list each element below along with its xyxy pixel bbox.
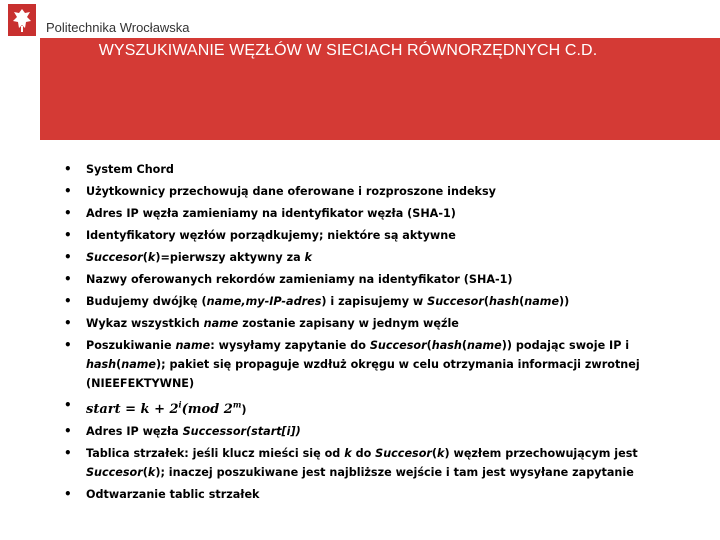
formula-part: (mod 2: [181, 402, 233, 418]
bullet-text: Tablica strzałek: jeśli klucz mieści się od: [86, 447, 345, 461]
formula-part: start = k + 2: [86, 402, 179, 418]
eagle-crest-icon: [8, 4, 36, 36]
bullet-text: (: [519, 295, 525, 308]
bullet-text: ) i zapisujemy w: [321, 295, 428, 308]
term-hash: hash: [431, 339, 462, 352]
term-name: name: [121, 358, 157, 371]
bullet-text: (: [142, 466, 148, 480]
bullet-item: [56, 336, 696, 393]
term-hash: hash: [489, 295, 520, 308]
bullet-item: [56, 485, 696, 504]
bullet-item: [56, 248, 696, 267]
bullet-text: )): [559, 295, 570, 308]
bullet-text: Identyfikatory węzłów porządkujemy; niektóre są aktywne: [86, 229, 456, 242]
bullet-text: Odtwarzanie tablic strzałek: [86, 488, 260, 502]
bullet-text: Nazwy oferowanych rekordów zamieniamy na identyfikator (SHA-1): [86, 273, 513, 286]
bullet-text: (: [461, 339, 467, 352]
bullet-text: )) podając swoje IP i: [501, 339, 630, 352]
bullet-text: (: [483, 295, 490, 308]
term-k: k: [147, 251, 156, 264]
bullet-item: [56, 160, 696, 179]
bullet-text: Poszukiwanie: [86, 339, 176, 352]
bullet-text: (: [116, 358, 122, 371]
bullet-text: do: [351, 447, 376, 461]
slide-content: [56, 160, 696, 507]
term-succesor: Succesor: [86, 466, 143, 480]
bullet-item: [56, 226, 696, 245]
bullet-text: ); inaczej poszukiwane jest najbliższe wejście i tam jest wysyłane zapytanie: [155, 466, 634, 480]
term-successor-start: Successor(start[i]): [182, 425, 301, 439]
term-k: k: [304, 251, 312, 264]
bullet-text: Adres IP węzła: [86, 425, 183, 439]
bullet-item: [56, 182, 696, 201]
slide-title: WYSZUKIWANIE WĘZŁÓW W SIECIACH RÓWNORZĘDNYCH C.D.: [98, 42, 598, 59]
bullet-text: Budujemy dwójkę (: [86, 295, 207, 308]
term-succesor: Succesor: [86, 251, 143, 264]
bullet-text: System Chord: [86, 163, 174, 176]
bullet-text: Użytkownicy przechowują dane oferowane i rozproszone indeksy: [86, 185, 496, 198]
term-name: name: [524, 295, 560, 308]
bullet-text: Wykaz wszystkich: [86, 317, 204, 330]
formula-exponent: m: [232, 400, 242, 410]
term-hash: hash: [86, 358, 117, 371]
left-margin-strip: [0, 38, 40, 540]
term-succesor: Succesor: [375, 447, 432, 461]
term-succesor: Succesor: [427, 295, 484, 308]
brand-name: Politechnika Wrocławska: [46, 20, 190, 35]
bullet-text: : wysyłamy zapytanie do: [210, 339, 370, 352]
bullet-item: [56, 314, 696, 333]
bullet-item: [56, 422, 696, 441]
term-k: k: [344, 447, 352, 461]
term-name: name: [175, 339, 211, 352]
term-succesor: Succesor: [369, 339, 427, 352]
bullet-item: [56, 396, 696, 419]
bullet-item: [56, 204, 696, 223]
bullet-item: [56, 270, 696, 289]
bullet-text: Adres IP węzła zamieniamy na identyfikator węzła (SHA-1): [86, 207, 456, 220]
header-bar: [0, 0, 720, 38]
bullet-text: ): [241, 403, 247, 417]
term-k: k: [437, 447, 445, 461]
bullet-text: (: [142, 251, 148, 264]
term-k: k: [147, 466, 156, 480]
bullet-text: (: [431, 447, 438, 461]
formula-start: [86, 402, 241, 417]
bullet-list: [56, 160, 696, 504]
bullet-text: (: [426, 339, 432, 352]
bullet-text: ); pakiet się propaguje wzdłuż okręgu w celu otrzymania informacji zwrotnej (NIEEFEKTYWNE): [86, 358, 640, 390]
term-name: name: [203, 317, 239, 330]
bullet-text: ) węzłem przechowującym jest: [444, 447, 638, 461]
bullet-item: [56, 292, 696, 311]
bullet-text: )=pierwszy aktywny za: [155, 251, 305, 264]
bullet-item: [56, 444, 696, 482]
term-name: name: [467, 339, 502, 352]
bullet-text: zostanie zapisany w jednym węźle: [238, 317, 459, 330]
term-pair: name,my-IP-adres: [206, 295, 322, 308]
formula-exponent: i: [178, 400, 182, 410]
